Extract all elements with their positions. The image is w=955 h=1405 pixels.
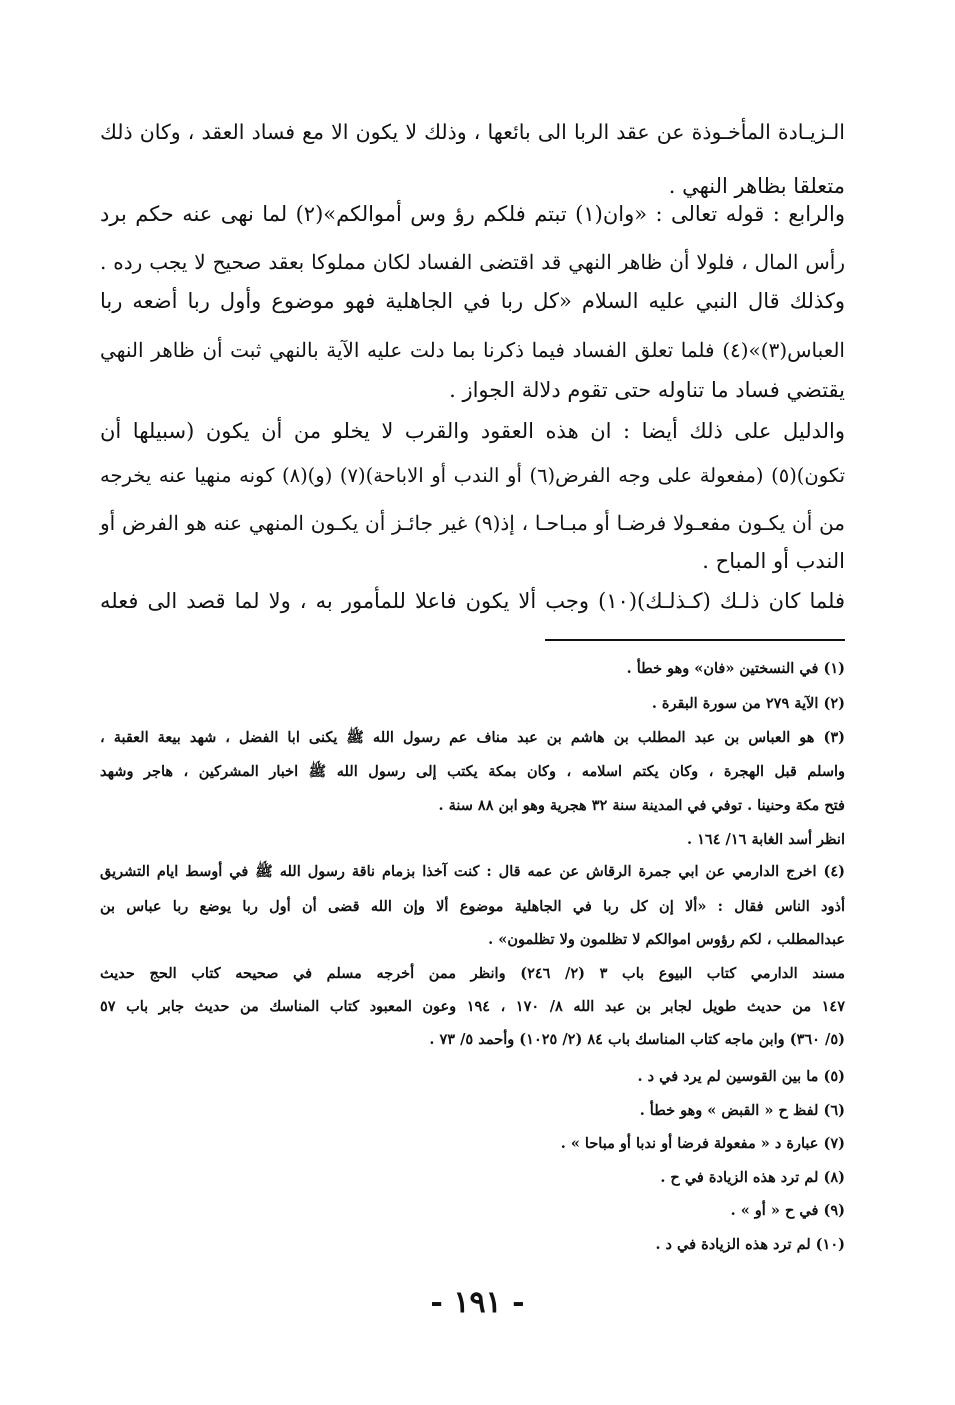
footnote-line: ١٤٧ من حديث طويل لجابر بن عبد الله ٨/ ١٧٠ ، ١٩٤ وعون المعبود كتاب المناسك من حديث جابر باب ٥٧ <box>100 998 845 1015</box>
footnote-line: (٣) هو العباس بن عبد المطلب بن هاشم بن عبد مناف عم رسول الله ﷺ يكنى ابا الفضل ، شهد بيعة العقبة ، <box>100 729 845 746</box>
footnote-line: فتح مكة وحنينا . توفي في المدينة سنة ٣٢ هجرية وهو ابن ٨٨ سنة . <box>438 797 845 814</box>
text-line: تكون)(٥) (مفعولة على وجه الفرض(٦) أو الندب أو الاباحة)(٧) (و)(٨) كونه منهيا عنه يخرجه <box>100 464 846 487</box>
text-line: الندب أو المباح . <box>702 549 845 573</box>
text-line: رأس المال ، فلولا أن ظاهر النهي قد اقتضى الفساد لكان مملوكا بعقد صحيح لا يجب رده . <box>100 250 845 274</box>
footnote-line: (١٠) لم ترد هذه الزيادة في د . <box>655 1236 845 1253</box>
text-line: والرابع : قوله تعالى : «وان(١) تبتم فلكم رؤ وس أموالكم»(٢) لما نهى عنه حكم برد <box>100 202 846 226</box>
footnote-line: (٥) ما بين القوسين لم يرد في د . <box>637 1068 845 1085</box>
text-line: العباس(٣)»(٤) فلما تعلق الفساد فيما ذكرنا بما دلت عليه الآية بالنهي ثبت أن ظاهر النهي <box>100 338 845 362</box>
footnote-line: (٩) في ح « أو » . <box>730 1202 845 1219</box>
footnote-line: عبدالمطلب ، لكم رؤوس اموالكم لا تظلمون ولا تظلمون» . <box>488 931 845 948</box>
footnote-line: (٦) لفظ ح « القبض » وهو خطأ . <box>639 1102 845 1119</box>
text-line: يقتضي فساد ما تناوله حتى تقوم دلالة الجواز . <box>449 378 845 402</box>
text-line: وكذلك قال النبي عليه السلام «كل ربا في الجاهلية فهو موضوع وأول ربا أضعه ربا <box>100 289 845 313</box>
footnote-line: واسلم قبل الهجرة ، وكان يكتم اسلامه ، وكان بمكة يكتب إلى رسول الله ﷺ اخبار المشركين ، هاجر وشهد <box>100 763 845 780</box>
page-number: - ١٩١ - <box>430 1285 525 1320</box>
footnote-line: انظر أسد الغابة ١٦/ ١٦٤ . <box>687 831 845 848</box>
text-line: والدليل على ذلك أيضا : ان هذه العقود والقرب لا يخلو من أن يكون (سبيلها أن <box>100 419 845 443</box>
footnote-line: (٥/ ٣٦٠) وابن ماجه كتاب المناسك باب ٨٤ (٢/ ١٠٢٥) وأحمد ٥/ ٧٣ . <box>429 1031 845 1048</box>
text-line: فلما كان ذلـك (كـذلـك)(١٠) وجب ألا يكون فاعلا للمأمور به ، ولا لما قصد الى فعله <box>100 589 845 613</box>
footnote-line: أذود الناس فقال : «ألا إن كل ربا في الجاهلية موضوع ألا وإن الله قضى أن أول ربا يوضع ربا عباس بن <box>100 898 845 915</box>
text-line: متعلقا بظاهر النهي . <box>668 174 845 198</box>
footnote-line: (١) في النسختين «فان» وهو خطأ . <box>626 660 845 677</box>
footnote-line: (٢) الآية ٢٧٩ من سورة البقرة . <box>651 695 845 712</box>
footnote-line: مسند الدارمي كتاب البيوع باب ٣ (٢/ ٢٤٦) وانظر ممن أخرجه مسلم في صحيحه كتاب الحج حديث <box>100 965 845 982</box>
footnote-separator <box>545 639 845 641</box>
footnote-line: (٧) عبارة د « مفعولة فرضا أو ندبا أو مباحا » . <box>560 1135 845 1152</box>
text-line: من أن يكـون مفعـولا فرضـا أو مبـاحـا ، إذ(٩) غير جائـز أن يكـون المنهي عنه هو الفرض أو <box>100 511 846 535</box>
text-line: الـزيـادة المأخـوذة عن عقد الربا الى بائعها ، وذلك لا يكون الا مع فساد العقد ، وكان ذلك <box>100 120 845 144</box>
footnote-line: (٤) اخرج الدارمي عن ابي جمرة الرقاش عن عمه قال : كنت آخذا بزمام ناقة رسول الله ﷺ في أوسط ايام التشريق <box>100 863 845 880</box>
footnote-line: (٨) لم ترد هذه الزيادة في ح . <box>660 1169 845 1186</box>
